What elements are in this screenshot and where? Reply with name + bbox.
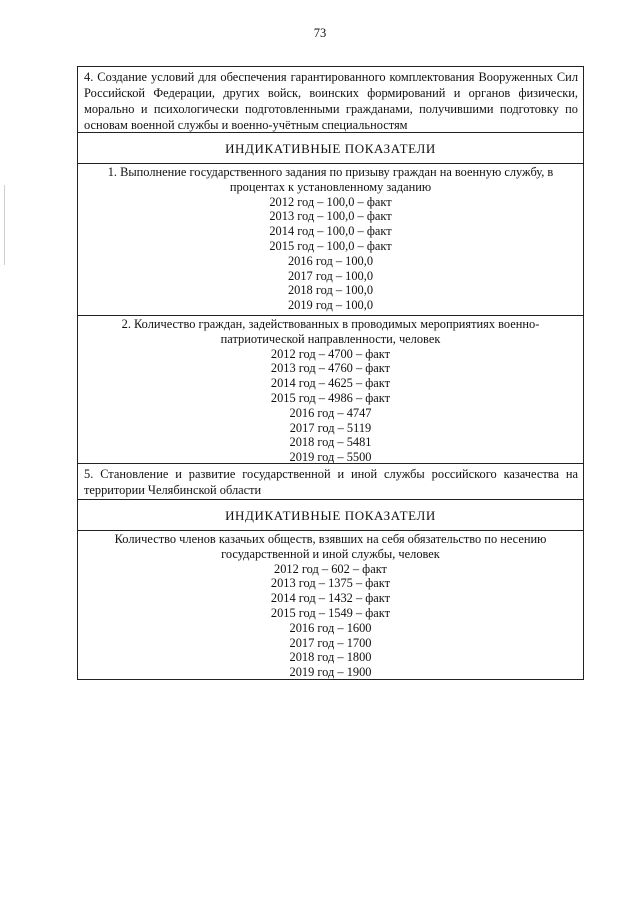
value-line: 2019 год – 5500	[289, 450, 372, 465]
value-line: 2017 год – 5119	[289, 420, 372, 435]
value-line: 2013 год – 4760 – факт	[270, 361, 391, 376]
value-line: 2016 год – 100,0	[287, 253, 374, 268]
indicator-conscription	[78, 163, 583, 315]
indicator-cossack-members	[78, 530, 583, 679]
indicator-values	[82, 195, 579, 313]
indicator-title: 2. Количество граждан, задействованных в проводимых мероприятиях военно-патриотической направленности, человек	[121, 317, 540, 346]
value-line: 2015 год – 1549 – факт	[270, 605, 391, 620]
value-line: 2012 год – 602 – факт	[274, 561, 387, 576]
indicator-title: 1. Выполнение государственного задания по призыву граждан на военную службу, в процентах к установленному заданию	[107, 165, 554, 194]
value-line: 2014 год – 4625 – факт	[270, 376, 391, 391]
page-number: 73	[313, 26, 327, 40]
section-5-indicators-header: ИНДИКАТИВНЫЕ ПОКАЗАТЕЛИ	[78, 499, 583, 530]
value-line: 2018 год – 5481	[289, 435, 372, 450]
scan-margin-mark	[4, 185, 5, 265]
indicator-title: Количество членов казачьих обществ, взявших на себя обязательство по несению государственной и иной службы, человек	[114, 532, 547, 561]
value-line: 2013 год – 1375 – факт	[270, 576, 391, 591]
value-line: 2017 год – 100,0	[287, 268, 374, 283]
value-line: 2015 год – 4986 – факт	[270, 390, 391, 405]
value-line: 2016 год – 1600	[289, 620, 372, 635]
value-line: 2019 год – 1900	[289, 665, 372, 680]
value-line: 2017 год – 1700	[289, 635, 372, 650]
indicators-table	[77, 66, 584, 680]
value-line: 2019 год – 100,0	[287, 298, 374, 313]
value-line: 2014 год – 100,0 – факт	[269, 224, 392, 239]
value-line: 2015 год – 100,0 – факт	[269, 238, 392, 253]
value-line: 2018 год – 1800	[289, 650, 372, 665]
value-line: 2014 год – 1432 – факт	[270, 591, 391, 606]
value-line: 2012 год – 100,0 – факт	[269, 194, 392, 209]
value-line: 2016 год – 4747	[289, 405, 372, 420]
section-4-title: 4. Создание условий для обеспечения гарантированного комплектования Вооруженных Сил Российской Федерации, других войск, воинских формирований и органов физически, морально и психологически подготовленными гражданами, получившими подготовку по основам военной службы и военно-учётным специальностям	[84, 70, 578, 132]
section-4-indicators-header: ИНДИКАТИВНЫЕ ПОКАЗАТЕЛИ	[78, 132, 583, 163]
value-line: 2012 год – 4700 – факт	[270, 346, 391, 361]
value-line: 2013 год – 100,0 – факт	[269, 209, 392, 224]
indicator-patriotic-events	[78, 315, 583, 463]
indicator-values	[82, 562, 579, 680]
value-line: 2018 год – 100,0	[287, 283, 374, 298]
indicator-values	[82, 347, 579, 465]
section-5-title: 5. Становление и развитие государственной и иной службы российского казачества на территории Челябинской области	[78, 463, 583, 499]
